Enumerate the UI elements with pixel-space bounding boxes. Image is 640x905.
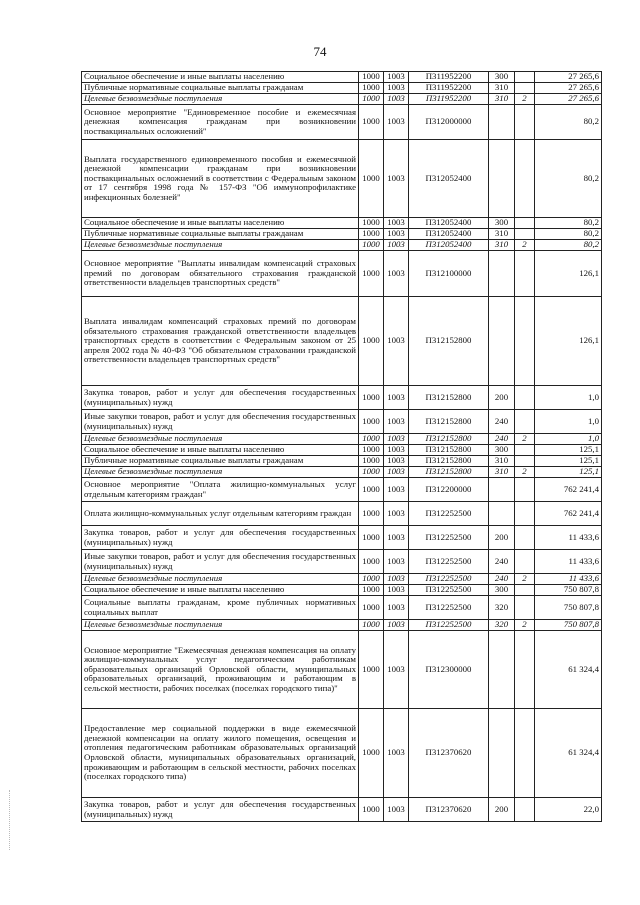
row-section: 1000 [359, 140, 384, 218]
row-subsection: 1003 [384, 410, 409, 434]
row-name: Публичные нормативные социальные выплаты гражданам [82, 229, 359, 240]
row-name: Иные закупки товаров, работ и услуг для обеспечения государственных (муниципальных) нужд [82, 410, 359, 434]
row-expense-type: 320 [489, 620, 515, 631]
row-amount: 1,0 [535, 434, 602, 445]
row-amount: 27 265,6 [535, 83, 602, 94]
row-expense-type [489, 297, 515, 386]
table-row [82, 386, 602, 410]
row-target-code: П312052400 [409, 229, 489, 240]
row-target-code: П312000000 [409, 105, 489, 140]
table-row [82, 251, 602, 297]
row-target-code: П312052400 [409, 240, 489, 251]
row-subsection: 1003 [384, 229, 409, 240]
row-name: Социальное обеспечение и иные выплаты населению [82, 585, 359, 596]
row-subsection: 1003 [384, 574, 409, 585]
row-amount: 27 265,6 [535, 72, 602, 83]
row-section: 1000 [359, 574, 384, 585]
row-amount: 750 807,8 [535, 585, 602, 596]
row-section: 1000 [359, 386, 384, 410]
table-row [82, 434, 602, 445]
table-row [82, 574, 602, 585]
row-code [515, 550, 535, 574]
row-amount: 762 241,4 [535, 478, 602, 502]
row-target-code: П312252500 [409, 596, 489, 620]
row-name: Основное мероприятие "Ежемесячная денежная компенсация на оплату жилищно-коммунальных услуг педагогическим работникам образовательных организаций Орловской области, муниципальных образовательных организаций, проживающим и работающим в сельской местности, рабочих поселках (поселках городского типа)" [82, 631, 359, 709]
row-target-code: П312152800 [409, 410, 489, 434]
row-expense-type [489, 502, 515, 526]
row-amount: 125,1 [535, 456, 602, 467]
row-section: 1000 [359, 585, 384, 596]
row-expense-type: 300 [489, 72, 515, 83]
row-target-code: П312100000 [409, 251, 489, 297]
row-name: Публичные нормативные социальные выплаты гражданам [82, 456, 359, 467]
table-row [82, 709, 602, 798]
row-name: Закупка товаров, работ и услуг для обеспечения государственных (муниципальных) нужд [82, 386, 359, 410]
row-target-code: П312152800 [409, 445, 489, 456]
row-name: Публичные нормативные социальные выплаты гражданам [82, 83, 359, 94]
table-row [82, 550, 602, 574]
row-expense-type: 240 [489, 410, 515, 434]
row-amount: 126,1 [535, 297, 602, 386]
row-subsection: 1003 [384, 218, 409, 229]
row-section: 1000 [359, 297, 384, 386]
row-expense-type [489, 140, 515, 218]
table-row [82, 83, 602, 94]
table-body [82, 72, 602, 822]
row-name: Закупка товаров, работ и услуг для обеспечения государственных (муниципальных) нужд [82, 526, 359, 550]
row-amount: 750 807,8 [535, 620, 602, 631]
row-subsection: 1003 [384, 434, 409, 445]
row-target-code: П312152800 [409, 386, 489, 410]
row-code [515, 386, 535, 410]
row-amount: 61 324,4 [535, 709, 602, 798]
row-target-code: П312152800 [409, 297, 489, 386]
row-expense-type [489, 105, 515, 140]
row-section: 1000 [359, 631, 384, 709]
row-name: Целевые безвозмездные поступления [82, 574, 359, 585]
row-target-code: П311952200 [409, 94, 489, 105]
row-amount: 80,2 [535, 140, 602, 218]
row-section: 1000 [359, 526, 384, 550]
row-subsection: 1003 [384, 140, 409, 218]
row-expense-type [489, 478, 515, 502]
row-section: 1000 [359, 218, 384, 229]
row-subsection: 1003 [384, 631, 409, 709]
row-expense-type: 310 [489, 94, 515, 105]
row-subsection: 1003 [384, 297, 409, 386]
table-row [82, 72, 602, 83]
row-subsection: 1003 [384, 445, 409, 456]
row-amount: 1,0 [535, 386, 602, 410]
table-row [82, 140, 602, 218]
table-row [82, 94, 602, 105]
row-name: Целевые безвозмездные поступления [82, 467, 359, 478]
row-target-code: П312252500 [409, 550, 489, 574]
row-expense-type: 240 [489, 434, 515, 445]
table-row [82, 297, 602, 386]
row-name: Целевые безвозмездные поступления [82, 240, 359, 251]
row-amount: 61 324,4 [535, 631, 602, 709]
row-target-code: П312370620 [409, 798, 489, 822]
row-section: 1000 [359, 456, 384, 467]
row-expense-type: 310 [489, 240, 515, 251]
row-name: Оплата жилищно-коммунальных услуг отдельным категориям граждан [82, 502, 359, 526]
row-code [515, 251, 535, 297]
row-section: 1000 [359, 445, 384, 456]
row-code [515, 596, 535, 620]
row-section: 1000 [359, 240, 384, 251]
row-subsection: 1003 [384, 478, 409, 502]
row-amount: 80,2 [535, 218, 602, 229]
row-subsection: 1003 [384, 94, 409, 105]
row-name: Закупка товаров, работ и услуг для обеспечения государственных (муниципальных) нужд [82, 798, 359, 822]
row-code [515, 585, 535, 596]
row-name: Иные закупки товаров, работ и услуг для обеспечения государственных (муниципальных) нужд [82, 550, 359, 574]
row-expense-type: 310 [489, 229, 515, 240]
row-target-code: П312252500 [409, 502, 489, 526]
row-code [515, 83, 535, 94]
row-target-code: П312152800 [409, 456, 489, 467]
table-row [82, 445, 602, 456]
row-expense-type [489, 709, 515, 798]
row-name: Социальное обеспечение и иные выплаты населению [82, 72, 359, 83]
margin-artifact [9, 790, 13, 850]
row-target-code: П312052400 [409, 218, 489, 229]
row-section: 1000 [359, 105, 384, 140]
row-section: 1000 [359, 620, 384, 631]
row-code [515, 798, 535, 822]
row-amount: 80,2 [535, 229, 602, 240]
row-code [515, 709, 535, 798]
budget-table [81, 71, 602, 822]
row-amount: 750 807,8 [535, 596, 602, 620]
row-section: 1000 [359, 798, 384, 822]
row-target-code: П311952200 [409, 83, 489, 94]
row-code [515, 410, 535, 434]
table-row [82, 526, 602, 550]
row-subsection: 1003 [384, 467, 409, 478]
row-code [515, 229, 535, 240]
row-amount: 125,1 [535, 467, 602, 478]
row-code [515, 140, 535, 218]
row-amount: 80,2 [535, 105, 602, 140]
table-row [82, 798, 602, 822]
row-expense-type: 200 [489, 386, 515, 410]
row-section: 1000 [359, 251, 384, 297]
row-subsection: 1003 [384, 72, 409, 83]
row-name: Социальные выплаты гражданам, кроме публичных нормативных социальных выплат [82, 596, 359, 620]
row-amount: 27 265,6 [535, 94, 602, 105]
row-code: 2 [515, 434, 535, 445]
row-expense-type: 310 [489, 456, 515, 467]
row-subsection: 1003 [384, 620, 409, 631]
row-name: Целевые безвозмездные поступления [82, 434, 359, 445]
table-row [82, 478, 602, 502]
row-subsection: 1003 [384, 456, 409, 467]
row-target-code: П311952200 [409, 72, 489, 83]
row-name: Выплата инвалидам компенсаций страховых премий по договорам обязательного страхования гражданской ответственности владельцев транспортных средств в соответствии с Федеральным законом от 25 апреля 2002 года № 40-ФЗ "Об обязательном страховании гражданской ответственности владельцев транспортных средств" [82, 297, 359, 386]
table-row [82, 502, 602, 526]
row-code: 2 [515, 620, 535, 631]
table-row [82, 229, 602, 240]
table-row [82, 240, 602, 251]
row-code: 2 [515, 94, 535, 105]
row-target-code: П312052400 [409, 140, 489, 218]
row-section: 1000 [359, 478, 384, 502]
table-row [82, 467, 602, 478]
row-code [515, 502, 535, 526]
row-expense-type [489, 631, 515, 709]
row-code [515, 445, 535, 456]
row-amount: 126,1 [535, 251, 602, 297]
row-subsection: 1003 [384, 596, 409, 620]
row-name: Выплата государственного единовременного пособия и ежемесячной денежной компенсации гражданам при возникновении поствакцинальных осложнений в соответствии с Федеральным законом от 17 сентября 1998 года № 157-ФЗ "Об иммунопрофилактике инфекционных болезней" [82, 140, 359, 218]
row-section: 1000 [359, 229, 384, 240]
row-expense-type [489, 251, 515, 297]
row-subsection: 1003 [384, 585, 409, 596]
row-code [515, 105, 535, 140]
row-expense-type: 300 [489, 445, 515, 456]
row-subsection: 1003 [384, 550, 409, 574]
row-expense-type: 320 [489, 596, 515, 620]
row-name: Основное мероприятие "Единовременное пособие и ежемесячная денежная компенсация гражданам при возникновении поствакцинальных осложнений" [82, 105, 359, 140]
row-target-code: П312252500 [409, 620, 489, 631]
row-target-code: П312152800 [409, 467, 489, 478]
row-amount: 22,0 [535, 798, 602, 822]
row-target-code: П312300000 [409, 631, 489, 709]
row-section: 1000 [359, 434, 384, 445]
row-target-code: П312252500 [409, 574, 489, 585]
row-expense-type: 300 [489, 585, 515, 596]
table-row [82, 410, 602, 434]
row-name: Основное мероприятие "Выплаты инвалидам компенсаций страховых премий по договорам обязательного страхования гражданской ответственности владельцев транспортных средств" [82, 251, 359, 297]
row-subsection: 1003 [384, 526, 409, 550]
row-subsection: 1003 [384, 502, 409, 526]
row-code [515, 218, 535, 229]
row-code [515, 456, 535, 467]
row-section: 1000 [359, 502, 384, 526]
row-name: Социальное обеспечение и иные выплаты населению [82, 445, 359, 456]
row-target-code: П312252500 [409, 585, 489, 596]
row-expense-type: 300 [489, 218, 515, 229]
row-code [515, 526, 535, 550]
row-subsection: 1003 [384, 105, 409, 140]
row-section: 1000 [359, 72, 384, 83]
row-section: 1000 [359, 83, 384, 94]
row-code [515, 72, 535, 83]
row-expense-type: 240 [489, 550, 515, 574]
table-row [82, 596, 602, 620]
row-expense-type: 310 [489, 467, 515, 478]
row-amount: 1,0 [535, 410, 602, 434]
table-row [82, 585, 602, 596]
row-section: 1000 [359, 550, 384, 574]
table-row [82, 631, 602, 709]
row-subsection: 1003 [384, 798, 409, 822]
row-target-code: П312252500 [409, 526, 489, 550]
row-subsection: 1003 [384, 240, 409, 251]
row-subsection: 1003 [384, 709, 409, 798]
page-number: 74 [313, 44, 327, 59]
table-row [82, 105, 602, 140]
row-code: 2 [515, 467, 535, 478]
row-code: 2 [515, 574, 535, 585]
row-amount: 11 433,6 [535, 550, 602, 574]
row-subsection: 1003 [384, 251, 409, 297]
row-target-code: П312152800 [409, 434, 489, 445]
table-row [82, 620, 602, 631]
table-row [82, 456, 602, 467]
row-expense-type: 200 [489, 798, 515, 822]
row-amount: 125,1 [535, 445, 602, 456]
row-code [515, 297, 535, 386]
row-expense-type: 200 [489, 526, 515, 550]
row-expense-type: 240 [489, 574, 515, 585]
row-code [515, 478, 535, 502]
row-name: Основное мероприятие "Оплата жилищно-коммунальных услуг отдельным категориям граждан" [82, 478, 359, 502]
row-name: Социальное обеспечение и иные выплаты населению [82, 218, 359, 229]
row-name: Целевые безвозмездные поступления [82, 94, 359, 105]
row-code [515, 631, 535, 709]
row-name: Предоставление мер социальной поддержки в виде ежемесячной денежной компенсации на оплату жилого помещения, освещения и отопления педагогическим работникам образовательных организаций Орловской области, муниципальных образовательных организаций, проживающим и работающим в сельской местности, рабочих поселках (поселках городского типа) [82, 709, 359, 798]
row-section: 1000 [359, 709, 384, 798]
row-section: 1000 [359, 467, 384, 478]
row-section: 1000 [359, 596, 384, 620]
row-code: 2 [515, 240, 535, 251]
row-subsection: 1003 [384, 83, 409, 94]
row-section: 1000 [359, 410, 384, 434]
row-target-code: П312200000 [409, 478, 489, 502]
row-amount: 762 241,4 [535, 502, 602, 526]
row-amount: 80,2 [535, 240, 602, 251]
row-target-code: П312370620 [409, 709, 489, 798]
row-amount: 11 433,6 [535, 574, 602, 585]
row-name: Целевые безвозмездные поступления [82, 620, 359, 631]
row-amount: 11 433,6 [535, 526, 602, 550]
row-expense-type: 310 [489, 83, 515, 94]
row-subsection: 1003 [384, 386, 409, 410]
table-row [82, 218, 602, 229]
row-section: 1000 [359, 94, 384, 105]
